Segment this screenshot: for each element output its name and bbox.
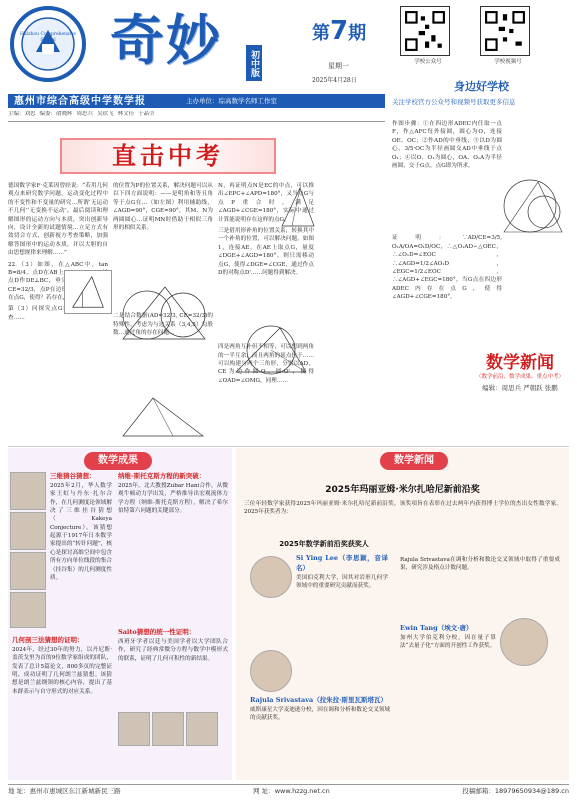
qr-left-label: 学校公众号 <box>414 59 442 66</box>
qr-right-label: 学校视频号 <box>494 59 522 66</box>
triangle-figure-3 <box>278 184 318 230</box>
photo-mathematician-3 <box>10 552 46 590</box>
triangle-figure <box>64 270 112 314</box>
circles-figure <box>113 275 213 349</box>
qr-right[interactable] <box>480 6 536 67</box>
sponsor: 主办单位：综高数学名师工作室 <box>186 97 277 105</box>
photo-mathematician-6 <box>152 712 184 746</box>
photo-mathematician-4 <box>10 592 46 628</box>
news-box-subtitle: （数学前沿、数学成果、重点中考） <box>475 374 564 380</box>
circle-construction-figure <box>498 172 568 242</box>
triangle-figure-2 <box>113 392 213 440</box>
issue-date: 2025年4月28日 <box>312 77 357 84</box>
photo-wang-hong <box>10 472 46 510</box>
section-title: 直击中考 <box>112 142 224 170</box>
avatar-si-ying-lee <box>250 556 292 598</box>
footer <box>8 784 569 796</box>
news-tag: 数学新闻 <box>380 452 448 470</box>
side-title: 身边好学校 <box>454 80 509 93</box>
news-box-editors: 编辑：周思兵 严朝跃 张鹏 <box>482 384 558 392</box>
footer-email[interactable]: 投稿邮箱：18979650934@189.cn <box>462 787 569 795</box>
achievement-2: 几何剖三法猜想的证明： 2024年，经过30年的努力，以丹尼斯·盖茨戈里为首的9位数学家组成的团队，发表了总计5篇论文，800多页的完整证明，成功证明了几何朗兰兹猜想。该猜想是朗兰兹纲领的核心内容，提出了基本群表示与自守形式的对应关系。 <box>12 636 112 695</box>
news-subheading: 2025年数学新前沿奖获奖人 <box>279 540 369 548</box>
news-lead: 三位年轻数学家获得2025年玛丽亚姆·米尔扎哈尼新前沿奖。该奖项旨在表彰在过去两年内获得博士学位的杰出女性数学家。2025年获奖者为： <box>244 501 562 516</box>
photo-mathematician-7 <box>186 712 218 746</box>
photo-mathematician-5 <box>118 712 150 746</box>
logo-text: Huizhou Comprehensive School <box>19 32 77 44</box>
weekday: 星期一 <box>328 62 349 70</box>
solution-steps: 作图步骤：①在四边形ADEC内任取一点F，作△AFC每外接圆，圆心为O，连接OE、OC；②作AD的中垂线；③以D为圆心，3/5·OC为半径画圆交AD中垂线于点O₁；④以O、O₁为圆心，OA、O₁A为半径画圆，交于G点，点G即为所求。 证明：∵AD/CE=3/5, O₁A/OA=O₁D/OC，∴△O₁AD∽△OEC，∴∠O₁D=∠EOC，∴∠AGD=1/2∠AO₁D，∠EGC=1/2∠EOC，∴∠AGD+∠EGC=180°，当G点在四边形ADEC内存在点G，使得∠AGD+∠CGE=180°。 <box>392 121 502 301</box>
edition-label: 初中版 <box>246 45 262 81</box>
achievement-1: 三维猜谷猜想： 2025年2月，华人数学家王虹与丹东·扎尔合作，在几何测度论领域解决了三维挂谷猜想（Kakeya Conjecture）。该猜想起源于1917年日本数学家提出的“转针问题”，核心是探讨高维空间中包含所有方向单位线段的集合（挂谷集）的几何测度性质。 <box>50 472 112 582</box>
news-person-2: Rajula Srivastava（拉朱拉·斯里瓦斯塔瓦） 威斯康星大学麦迪逊分校，因在调和分析和数论交叉领域的贡献获奖。 <box>250 696 390 722</box>
divider <box>8 446 569 447</box>
footer-address: 地 址：惠州市惠城区东江新城新民三路 <box>8 787 121 795</box>
achievement-3: 纳维-斯托克斯方程的新突破： 2025年，北大教授Zubar Hani合作，从微观牛顿动力学出发，严格推导出宏观流体力学方程（纳维-斯托克斯方程），解决了希尔伯特第六问题的关键部分。 <box>118 472 228 514</box>
article-col-3: N，再证明点N是EC的中点，可以推出∠EPC+∠APD=180°，又当点G与点P重合时，满足∠AGD+∠CGE=180°，实际中通过计算能说明存在这样的点G。 三是借用形补角的位置关系，转换其中一个补角的位置，可以解决问题。如图1，连接AE，在AE上取点G，量度∠DGE+∠AGD=180°，则只需移动点G，使得∠DGE=∠CGE，通过作点D的对称点D'……问题得到解决。 四是两角互补但不相等，可以想到两角的一半互余，而且两角的顶点位于……可以构建与两个三角形，分别以AD、CE为边作圆O、圆O'，使得∠OAD=∠OMG，同理…… <box>218 183 314 384</box>
issue-number: 第7期 <box>312 16 367 46</box>
construction-figure <box>228 320 314 378</box>
masthead-title: 奇妙 <box>110 8 222 72</box>
photo-mathematician-2 <box>10 512 46 550</box>
achievements-tag: 数学成果 <box>84 452 152 470</box>
staff-list: 主编：刘忠 编委：俞晓辉 周思兵 吴钦飞 林文佳 于晶莹 <box>8 111 385 122</box>
news-person-1: Si Ying Lee（李思颖，音译名） 美国伯克利大学，因其对岩形几何学领域中的重要研究贡献而获奖。 <box>296 554 388 589</box>
article-col-1: 德国数学家F·克莱因曾经说：“若用几何观点来研究数学问题，运动变化过程中的不变性和不变量的研究…所谓‘无运动不几何’‘无变换不运动’，最后阅读和理解图形的运动方向与本质，突出创新导向，设计全新的试题情境…立足方式有效切合方式，创新视方考查策略，加强解答图形中的运动本质，并以大胆的自由思想规律来理解……” 22.（3）如图，在△ABC中，tan B=8/4，点D在AB上，AD=32/3，过点D作DE⊥BC，垂足为E，BE=3，CE=32/3，点P在边形ADEC内是否存在点G，使得？若存在，请说明理由。 第（3）问探究点G的位置关系，考查…… <box>8 183 108 321</box>
side-subtitle: 关注学校官方公众号和视频号获取更多信息 <box>392 98 516 106</box>
achievement-4: Saito猜想的统一性证明： 西班牙学者以廷与美国学者以大学团队合作，研究了经典常微分方程与数学中模形式的联系，证明了几何可积性的新结果。 <box>118 628 228 662</box>
news-box-title: 数学新闻 <box>486 353 554 373</box>
avatar-rajula-srivastava <box>250 650 292 692</box>
qr-code-icon <box>400 6 450 56</box>
article-col-2: 的位置为P的位置关系，解决问题可以从以下四方面说明：——是明角和等且角等于点G在…（如左图）利用辅助线，∠AGD=90°，CGE=90°，其M、N为两圆圆心…证明MN时借助于相似三角形的相似关系。 二是结合数据(AD=32/3, CE=32/3)的特殊性，考虑为与边关系（3,4,5）勾股数…通过角的存在问题… <box>113 183 213 337</box>
qr-left[interactable] <box>400 6 456 67</box>
news-headline: 2025年玛丽亚姆·米尔扎哈尼新前沿奖 <box>325 485 480 495</box>
news-side-text: Rajula Srivastava在调和分析和数论交叉领域中取得了重要成果，研究涉及格点计数问题。 <box>400 557 560 572</box>
footer-website[interactable]: 网 址：www.hzzg.net.cn <box>253 787 330 795</box>
news-person-3: Ewin Tang（埃文·唐） 加州大学伯克利分校，因在量子算法“去量子化”方面的开创性工作获奖。 <box>400 624 496 650</box>
paper-title: 惠州市综合高级中学数学报 <box>14 96 146 107</box>
avatar-ewin-tang <box>500 618 548 666</box>
qr-code-icon <box>480 6 530 56</box>
